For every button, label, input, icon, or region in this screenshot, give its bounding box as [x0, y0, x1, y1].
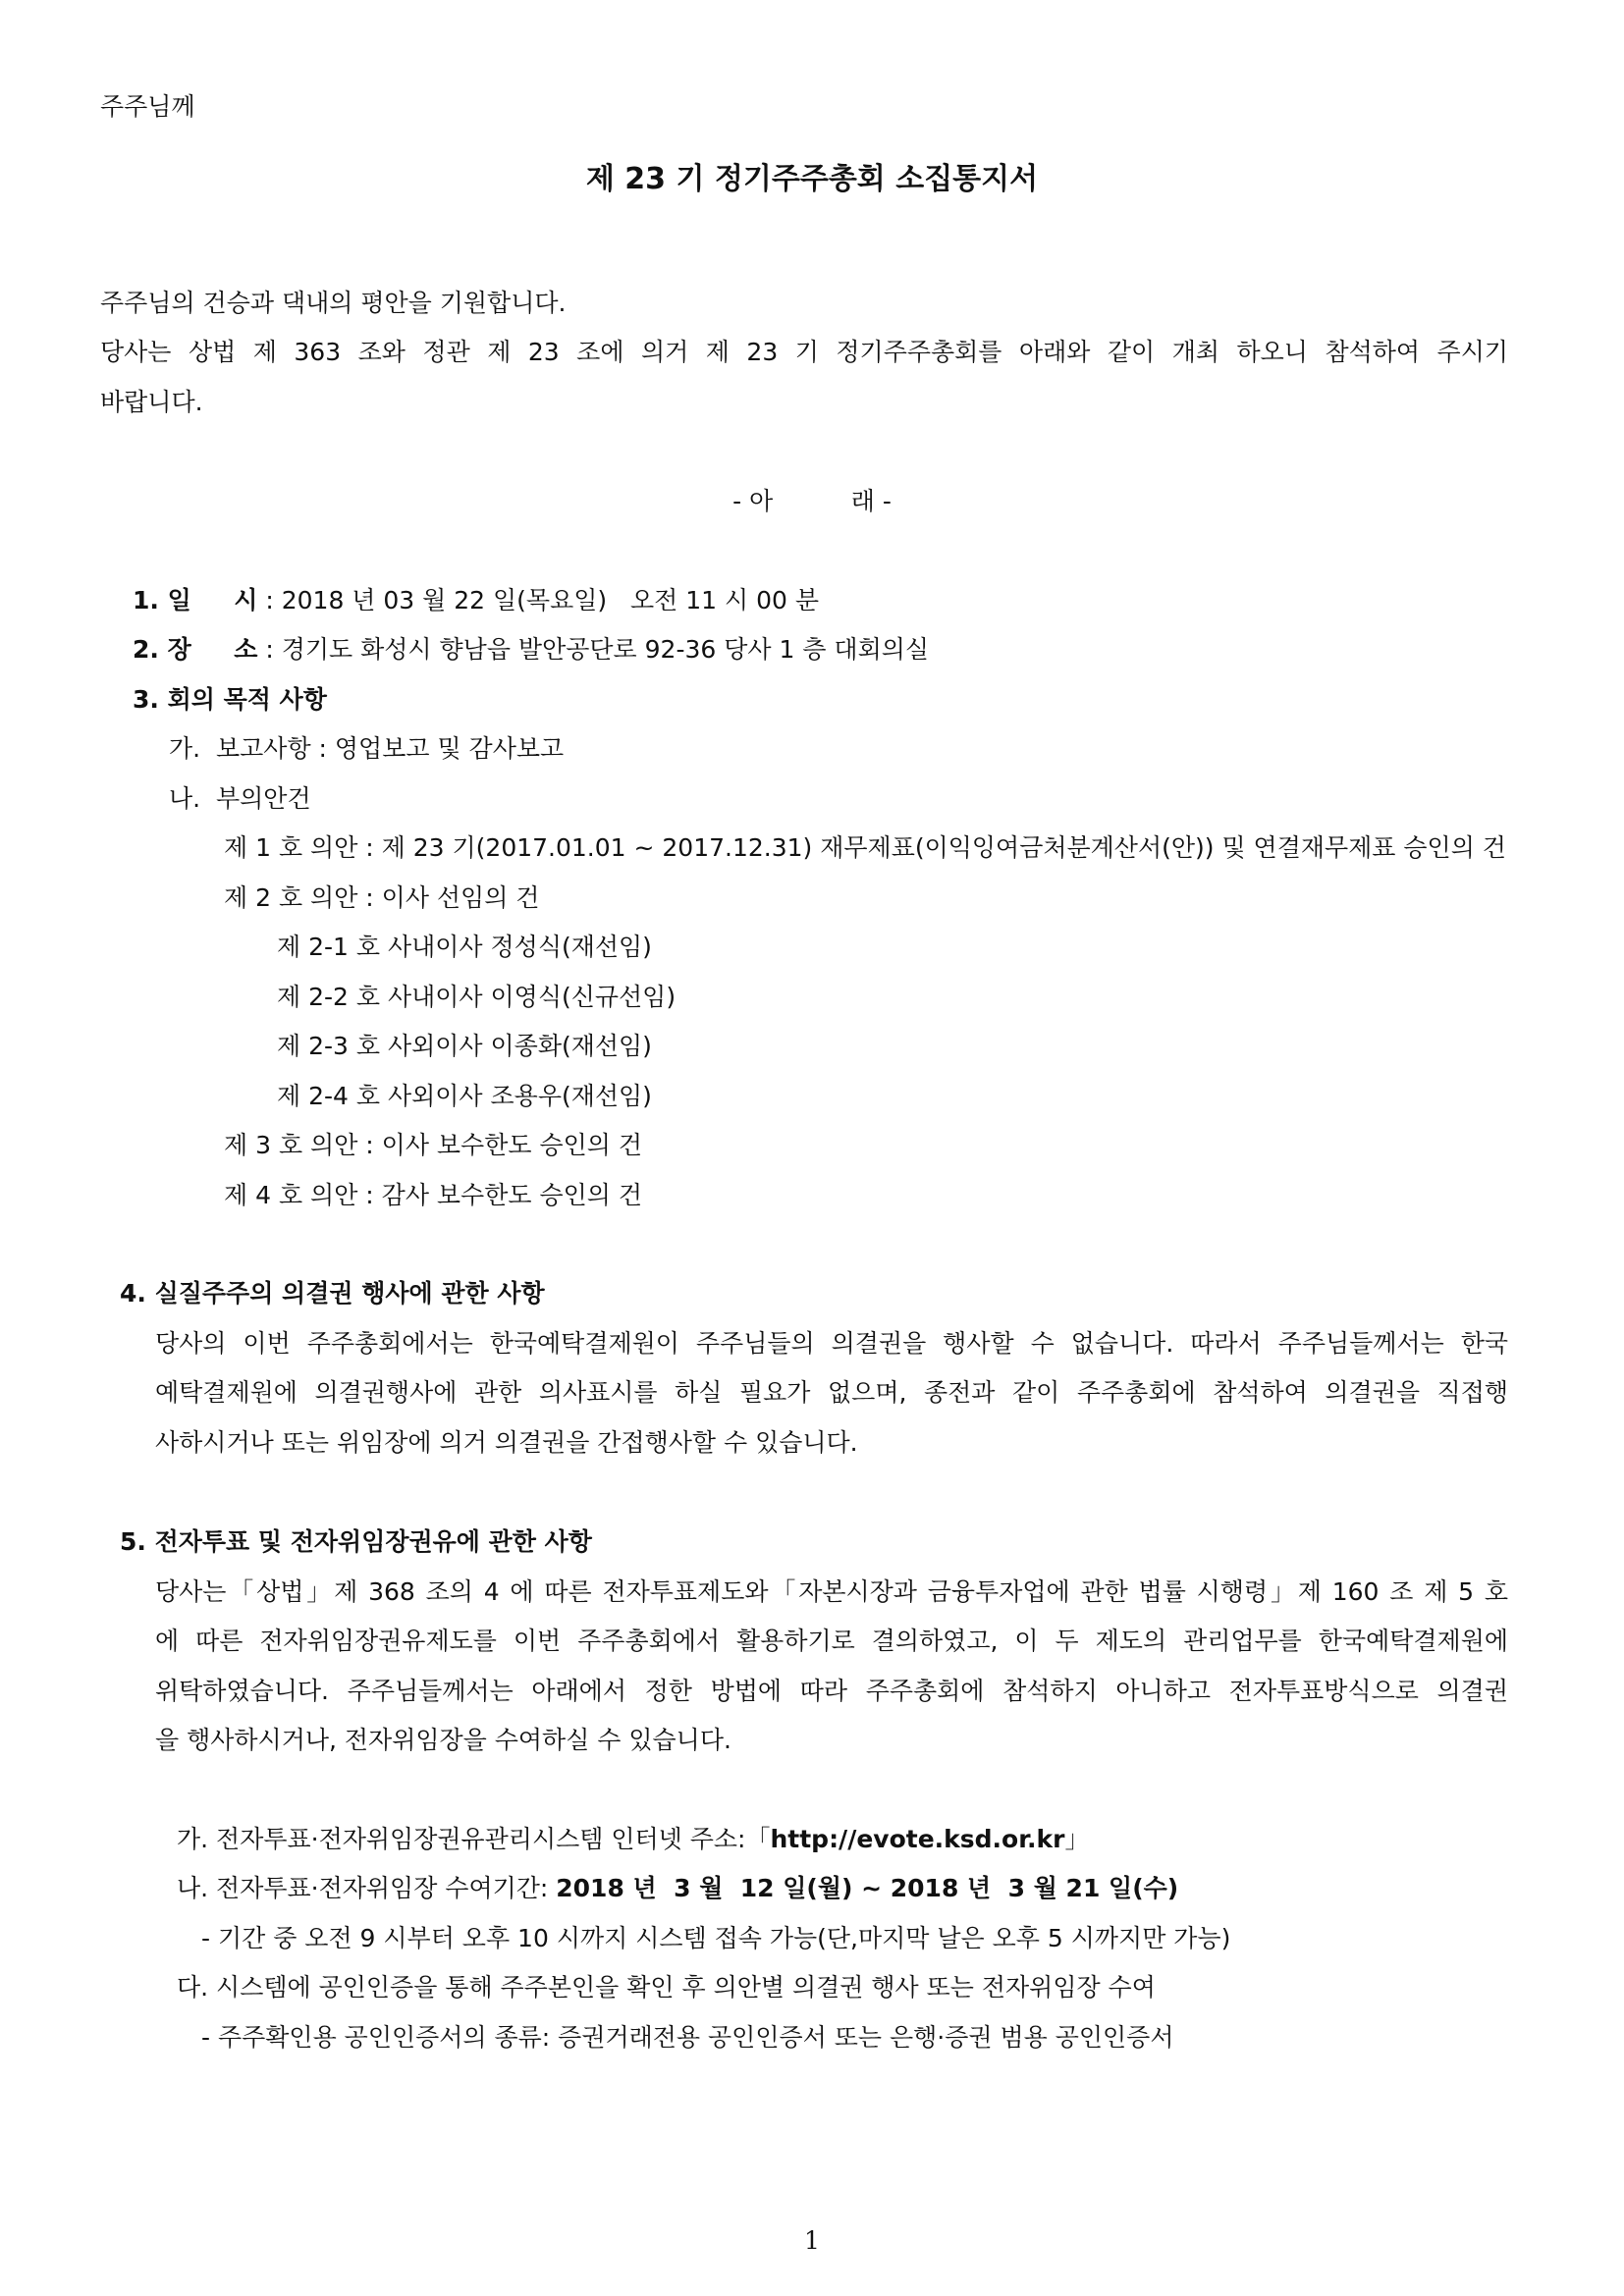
item-5-line-3: 위탁하였습니다. 주주님들께서는 아래에서 정한 방법에 따라 주주총회에 참석하지 아니하고 전자투표방식으로 의결권	[155, 1677, 1508, 1705]
intro-line-2: 당사는 상법 제 363 조와 정관 제 23 조에 의거 제 23 기 정기주주총회를 아래와 같이 개최 하오니 참석하여 주시기	[100, 338, 1508, 366]
item-1-label: 1. 일 시	[133, 586, 258, 614]
item-3-report: 가. 보고사항 : 영업보고 및 감사보고	[169, 734, 565, 763]
agenda-2: 제 2 호 의안 : 이사 선임의 건	[224, 883, 540, 912]
period-label: 나. 전자투표·전자위임장 수여기간:	[177, 1874, 557, 1902]
item-5-auth: 다. 시스템에 공인인증을 통해 주주본인을 확인 후 의안별 의결권 행사 또는 전자위임장 수여	[177, 1973, 1156, 2002]
item-5-line-2: 에 따른 전자위임장권유제도를 이번 주주총회에서 활용하기로 결의하였고, 이 두 제도의 관리업무를 한국예탁결제원에	[155, 1627, 1508, 1655]
auth-note: - 주주확인용 공인인증서의 종류: 증권거래전용 공인인증서 또는 은행·증권 범용 공인인증서	[201, 2023, 1174, 2052]
item-4-label: 4. 실질주주의 의결권 행사에 관한 사항	[120, 1279, 545, 1308]
below-heading: - 아 래 -	[732, 487, 892, 515]
agenda-2-1: 제 2-1 호 사내이사 정성식(재선임)	[277, 933, 652, 961]
item-2-label: 2. 장 소	[133, 635, 258, 664]
period-note: - 기간 중 오전 9 시부터 오후 10 시까지 시스템 접속 가능(단,마지막 날은 오후 5 시까지만 가능)	[201, 1924, 1231, 1952]
page-number: 1	[804, 2226, 820, 2255]
website-label: 가. 전자투표·전자위임장권유관리시스템 인터넷 주소:「	[177, 1825, 771, 1853]
intro-line-1: 주주님의 건승과 댁내의 평안을 기원합니다.	[100, 289, 567, 317]
agenda-1: 제 1 호 의안 : 제 23 기(2017.01.01 ~ 2017.12.31) 재무제표(이익잉여금처분계산서(안)) 및 연결재무제표 승인의 건	[224, 833, 1506, 862]
agenda-3: 제 3 호 의안 : 이사 보수한도 승인의 건	[224, 1131, 643, 1159]
item-5-line-4: 을 행사하시거나, 전자위임장을 수여하실 수 있습니다.	[155, 1726, 731, 1754]
agenda-2-4: 제 2-4 호 사외이사 조용우(재선임)	[277, 1082, 652, 1110]
document-title: 제 23 기 정기주주총회 소집통지서	[585, 162, 1039, 196]
website-suffix: 」	[1064, 1825, 1090, 1853]
item-2	[133, 633, 929, 667]
item-2-value: : 경기도 화성시 향남읍 발안공단로 92-36 당사 1 층 대회의실	[257, 635, 930, 664]
item-5-period	[177, 1872, 1178, 1905]
intro-line-3: 바랍니다.	[100, 388, 203, 416]
item-5-line-1: 당사는「상법」제 368 조의 4 에 따른 전자투표제도와「자본시장과 금융투자업에 관한 법률 시행령」제 160 조 제 5 호	[155, 1577, 1508, 1606]
item-5-website	[177, 1823, 1089, 1856]
item-1	[133, 584, 819, 617]
item-3-label: 3. 회의 목적 사항	[133, 685, 327, 714]
salutation: 주주님께	[100, 92, 195, 121]
agenda-2-2: 제 2-2 호 사내이사 이영식(신규선임)	[277, 983, 677, 1011]
item-3-agenda-heading: 나. 부의안건	[169, 784, 311, 813]
item-5-label: 5. 전자투표 및 전자위임장권유에 관한 사항	[120, 1527, 592, 1556]
agenda-2-3: 제 2-3 호 사외이사 이종화(재선임)	[277, 1032, 652, 1060]
item-4-line-3: 사하시거나 또는 위임장에 의거 의결권을 간접행사할 수 있습니다.	[155, 1428, 858, 1457]
period-dates: 2018 년 3 월 12 일(월) ~ 2018 년 3 월 21 일(수)	[556, 1874, 1179, 1902]
item-4-line-2: 예탁결제원에 의결권행사에 관한 의사표시를 하실 필요가 없으며, 종전과 같이 주주총회에 참석하여 의결권을 직접행	[155, 1378, 1508, 1407]
item-1-value: : 2018 년 03 월 22 일(목요일) 오전 11 시 00 분	[257, 586, 819, 614]
agenda-4: 제 4 호 의안 : 감사 보수한도 승인의 건	[224, 1181, 643, 1209]
item-4-line-1: 당사의 이번 주주총회에서는 한국예탁결제원이 주주님들의 의결권을 행사할 수 없습니다. 따라서 주주님들께서는 한국	[155, 1329, 1508, 1358]
evote-url-link[interactable]: http://evote.ksd.or.kr	[770, 1825, 1065, 1853]
